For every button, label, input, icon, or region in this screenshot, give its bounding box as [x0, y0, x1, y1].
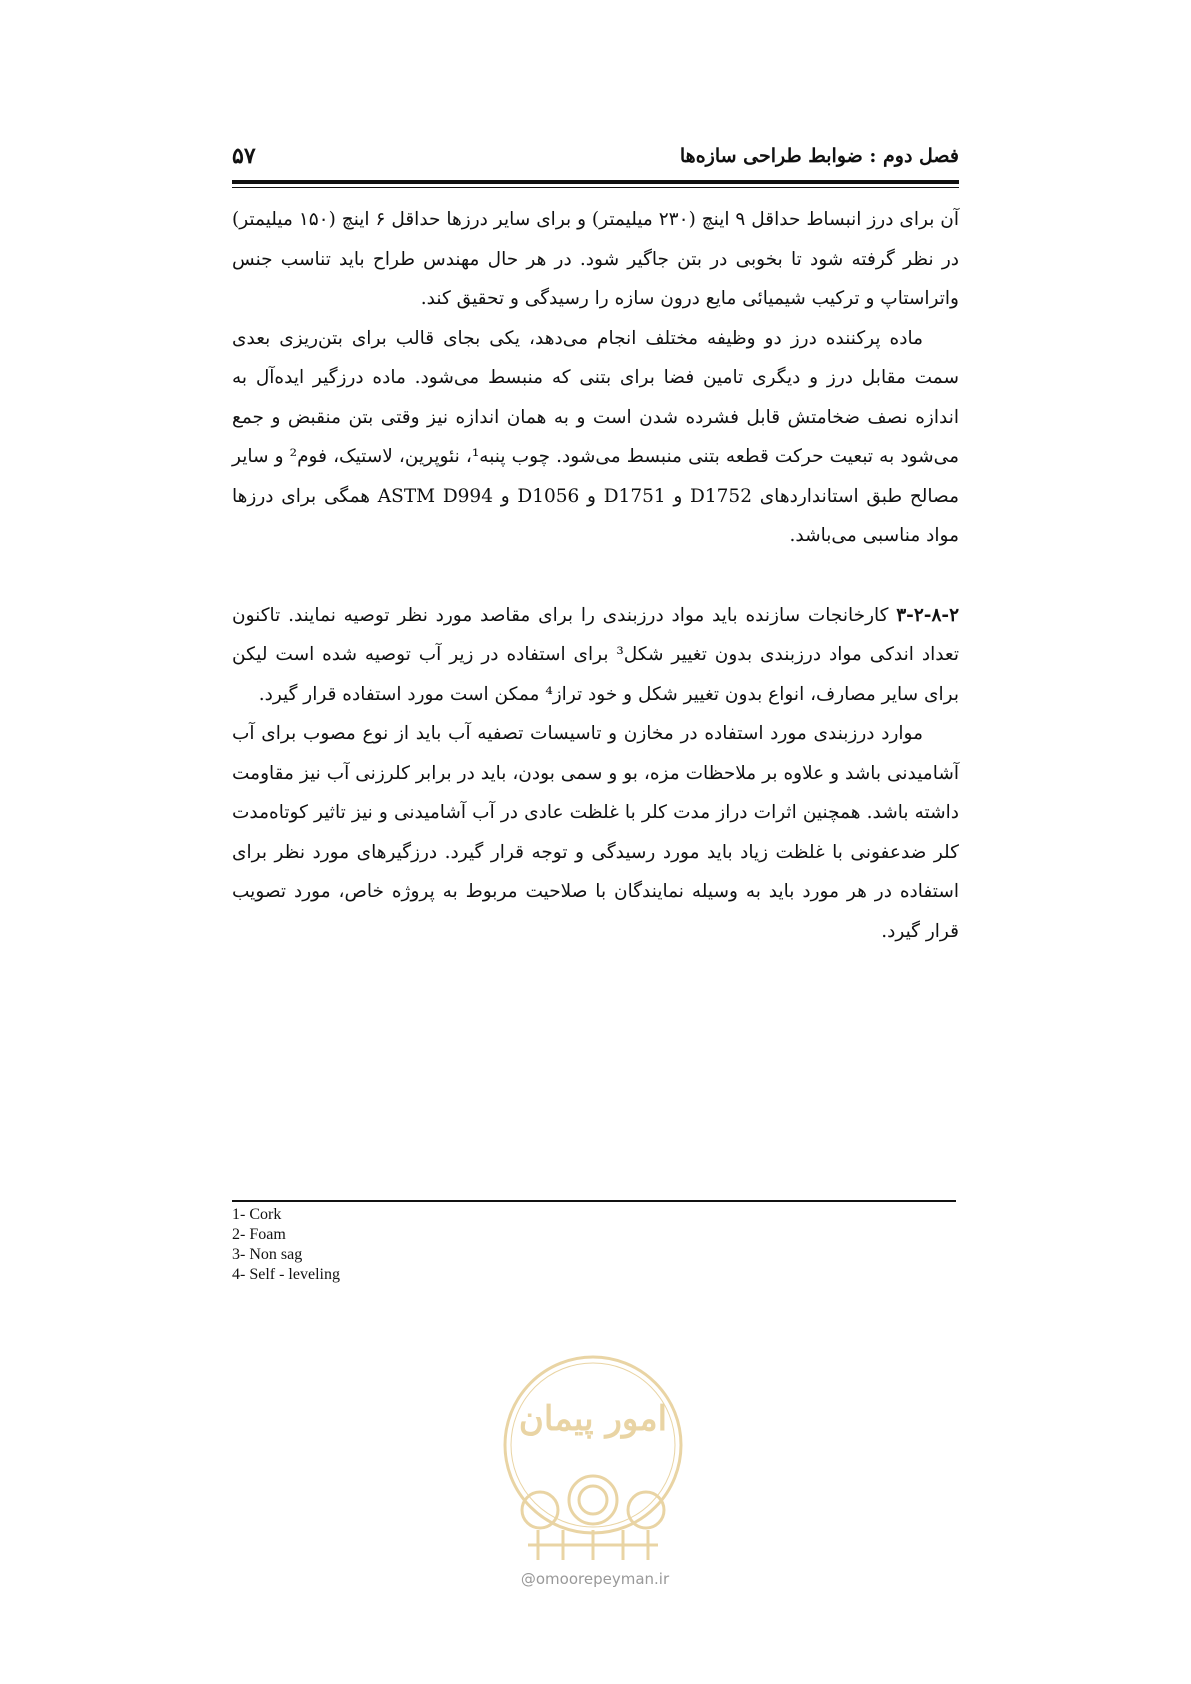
watermark-url: @omoorepeyman.ir — [520, 1570, 670, 1588]
paragraph-3-text: کارخانجات سازنده باید مواد درزبندی را برای مقاصد مورد نظر توصیه نمایند. تاکنون تعداد اندکی مواد درزبندی بدون تغییر شکل³ برای استفاده در زیر آب توصیه شده است لیکن برای سایر مصارف، انواع بدون تغییر شکل و خود تراز⁴ ممکن است مورد استفاده قرار گیرد. — [232, 604, 959, 705]
footnotes — [232, 1205, 632, 1285]
header-rule-thick — [232, 180, 959, 184]
page-number: ۵۷ — [232, 143, 256, 169]
chapter-title: فصل دوم : ضوابط طراحی سازه‌ها — [679, 145, 959, 167]
body-text — [232, 200, 959, 951]
watermark-logo-text: امور پیمان — [518, 1399, 668, 1439]
footnote-2: 2- Foam — [232, 1226, 286, 1243]
footnote-rule — [232, 1200, 956, 1202]
paragraph-1: آن برای درز انبساط حداقل ۹ اینچ (۲۳۰ میلیمتر) و برای سایر درزها حداقل ۶ اینچ (۱۵۰ میلیمتر) در نظر گرفته شود تا بخوبی در بتن جاگیر شود. در هر حال مهندس طراح باید تناسب جنس واتراستاپ و ترکیب شیمیائی مایع درون سازه را رسیدگی و تحقیق کند. — [232, 209, 959, 309]
footnote-3: 3- Non sag — [232, 1246, 303, 1263]
paragraph-4: موارد درزبندی مورد استفاده در مخازن و تاسیسات تصفیه آب باید از نوع مصوب برای آب آشامیدنی باشد و علاوه بر ملاحظات مزه، بو و سمی بودن، باید در برابر کلرزنی آب نیز مقاومت داشته باشد. همچنین اثرات دراز مدت کلر با غلظت عادی در آب آشامیدنی و نیز تاثیر کوتاه‌مدت کلر ضدعفونی با غلظت زیاد باید مورد رسیدگی و توجه قرار گیرد. درزگیرهای مورد نظر برای استفاده در هر مورد باید به وسیله نمایندگان با صلاحیت مربوط به پروژه خاص، مورد تصویب قرار گیرد. — [232, 723, 959, 942]
section-number: ۳-۲-۸-۲ — [896, 604, 959, 626]
page-header — [232, 136, 959, 176]
footnote-1: 1- Cork — [232, 1206, 282, 1223]
watermark-logo-icon — [498, 1350, 688, 1565]
footnote-4: 4- Self - leveling — [232, 1266, 340, 1283]
paragraph-3 — [232, 596, 959, 715]
paragraph-2: ماده پرکننده درز دو وظیفه مختلف انجام می‌دهد، یکی بجای قالب برای بتن‌ریزی بعدی سمت مقابل درز و دیگری تامین فضا برای بتنی که منبسط می‌شود. ماده درزگیر ایده‌آل به اندازه نصف ضخامتش قابل فشرده شدن است و به همان اندازه نیز وقتی بتن منقبض و جمع می‌شود به تبعیت حرکت قطعه بتنی منبسط می‌شود. چوب پنبه¹، نئوپرین، لاستیک، فوم² و سایر مصالح طبق استانداردهای D1752 و D1751 و D1056 و ASTM D994 همگی برای درزها مواد مناسبی می‌باشد. — [232, 327, 959, 546]
header-rule-thin — [232, 187, 959, 188]
